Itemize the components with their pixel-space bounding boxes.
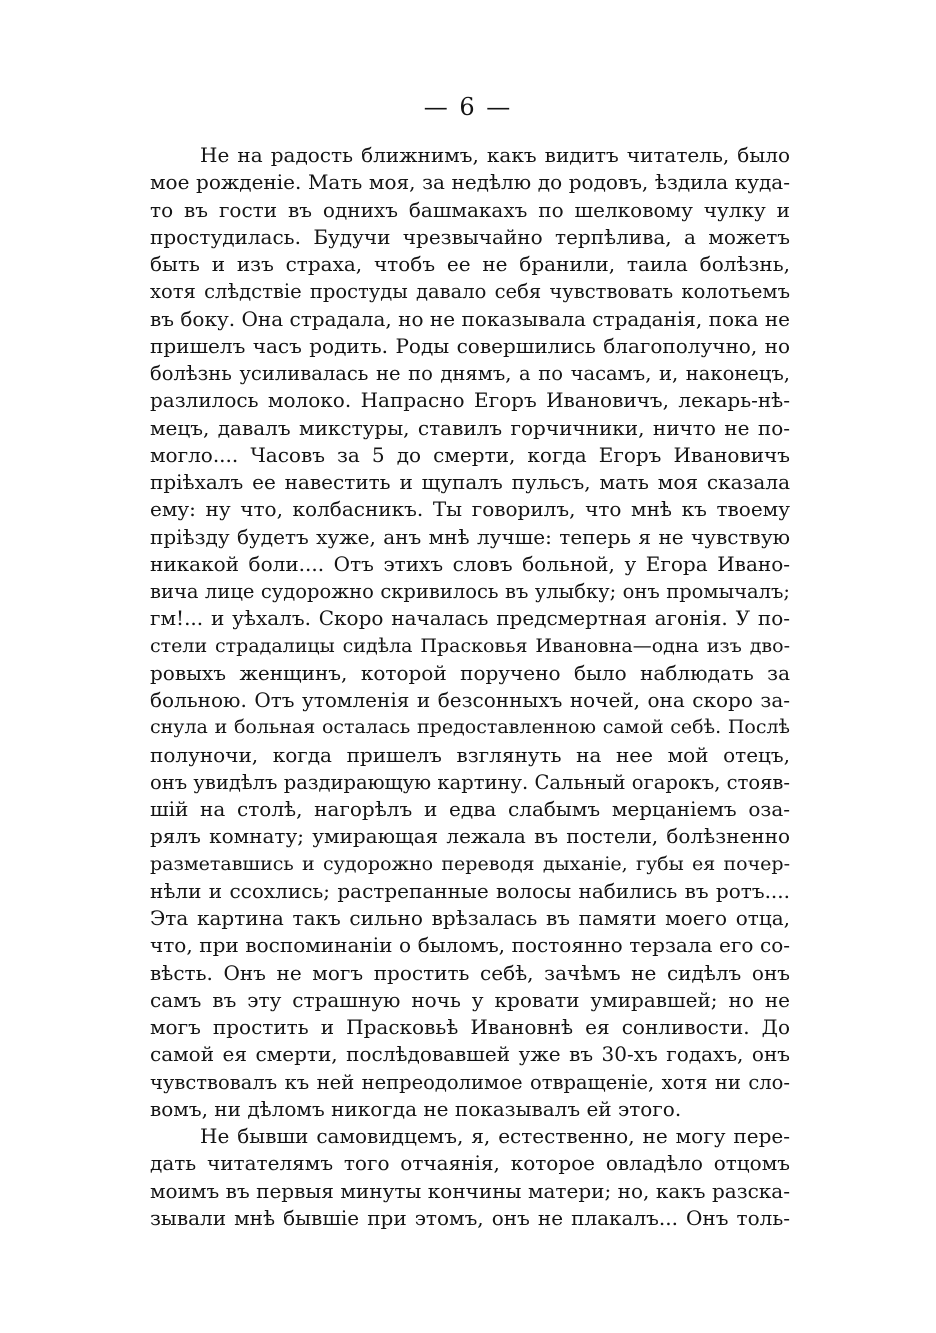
text-line: гм!... и уѣхалъ. Скоро началась предсмертная агонія. У по- bbox=[150, 606, 790, 631]
text-line: могъ простить и Прасковьѣ Ивановнѣ ея сонливости. До bbox=[150, 1015, 790, 1039]
text-line: чувствовалъ къ ней непреодолимое отвращеніе, хотя ни сло- bbox=[150, 1070, 790, 1094]
text-line: вѣсть. Онъ не могъ простить себѣ, зачѣмъ не сидѣлъ онъ bbox=[150, 960, 790, 985]
text-line: вича лице судорожно скривилось въ улыбку; онъ промычалъ; bbox=[150, 580, 790, 603]
text-line: пріѣхалъ ее навестить и щупалъ пульсъ, мать моя сказала bbox=[150, 470, 790, 494]
text-line: болѣзнь усиливалась не по днямъ, а по часамъ, и, наконецъ, bbox=[150, 362, 790, 385]
page-number: — 6 — bbox=[423, 93, 513, 121]
text-line: онъ увидѣлъ раздирающую картину. Сальный огарокъ, стояв- bbox=[150, 770, 790, 794]
text-line: вомъ, ни дѣломъ никогда не показывалъ ей этого. bbox=[150, 1096, 682, 1121]
text-line: рялъ комнату; умирающая лежала въ постели, болѣзненно bbox=[150, 824, 790, 849]
text-line: снула и больная осталась предоставленною самой себѣ. Послѣ bbox=[150, 716, 790, 739]
text-line: Не бывши самовидцемъ, я, естественно, не могу пере- bbox=[200, 1124, 790, 1148]
text-line: ровыхъ женщинъ, которой поручено было наблюдать за bbox=[150, 660, 790, 685]
text-line: дать читателямъ того отчаянія, которое овладѣло отцомъ bbox=[150, 1151, 790, 1176]
text-line: ему: ну что, колбасникъ. Ты говорилъ, что мнѣ къ твоему bbox=[150, 497, 790, 522]
paragraph-2 bbox=[150, 1123, 790, 1232]
text-line: Не на радость ближнимъ, какъ видитъ читатель, было bbox=[200, 143, 790, 167]
text-line: Эта картина такъ сильно врѣзалась въ памяти моего отца, bbox=[150, 906, 790, 930]
text-line: зывали мнѣ бывшіе при этомъ, онъ не плакалъ... Онъ толь- bbox=[150, 1205, 790, 1230]
text-line: въ боку. Она страдала, но не показывала страданія, пока не bbox=[150, 306, 790, 331]
text-line: мое рожденіе. Мать моя, за недѣлю до родовъ, ѣздила куда- bbox=[150, 170, 790, 195]
text-line: то въ гости въ однихъ башмакахъ по шелковому чулку и bbox=[150, 197, 790, 222]
text-line: нѣли и ссохлись; растрепанные волосы набились въ ротъ.... bbox=[150, 878, 790, 903]
text-line: разметавшись и судорожно переводя дыханіе, губы ея почер- bbox=[150, 852, 790, 875]
text-line: мецъ, давалъ микстуры, ставилъ горчичники, ничто не по- bbox=[150, 415, 790, 440]
text-line: быть и изъ страха, чтобъ ее не бранили, таила болѣзнь, bbox=[150, 252, 790, 276]
text-line: пришелъ часъ родить. Роды совершились благополучно, но bbox=[150, 333, 790, 358]
text-line: моимъ въ первыя минуты кончины матери; но, какъ разска- bbox=[150, 1178, 790, 1203]
text-line: больною. Отъ утомленія и безсонныхъ ночей, она скоро за- bbox=[150, 688, 790, 712]
text-line: простудилась. Будучи чрезвычайно терпѣлива, а можетъ bbox=[150, 224, 790, 249]
text-line: самой ея смерти, послѣдовавшей уже въ 30-хъ годахъ, онъ bbox=[150, 1042, 790, 1067]
text-line: что, при воспоминаніи о быломъ, постоянно терзала его со- bbox=[150, 933, 790, 958]
paragraph-1 bbox=[150, 142, 790, 1123]
body-text bbox=[150, 142, 790, 1232]
text-line: самъ въ эту страшную ночь у кровати умиравшей; но не bbox=[150, 987, 790, 1012]
text-line: полуночи, когда пришелъ взглянуть на нее мой отецъ, bbox=[150, 742, 790, 767]
text-line: никакой боли.... Отъ этихъ словъ больной, у Егора Ивано- bbox=[150, 551, 790, 576]
text-line: разлилось молоко. Напрасно Егоръ Ивановичъ, лекарь-нѣ- bbox=[150, 388, 790, 413]
text-line: стели страдалицы сидѣла Прасковья Ивановна—одна изъ дво- bbox=[150, 634, 790, 657]
text-line: шій на столѣ, нагорѣлъ и едва слабымъ мерцаніемъ оза- bbox=[150, 797, 790, 821]
text-line: пріѣзду будетъ хуже, анъ мнѣ лучше: теперь я не чувствую bbox=[150, 524, 790, 549]
text-line: хотя слѣдствіе простуды давало себя чувствовать колотьемъ bbox=[150, 280, 790, 304]
text-line: могло.... Часовъ за 5 до смерти, когда Егоръ Ивановичъ bbox=[150, 442, 790, 467]
